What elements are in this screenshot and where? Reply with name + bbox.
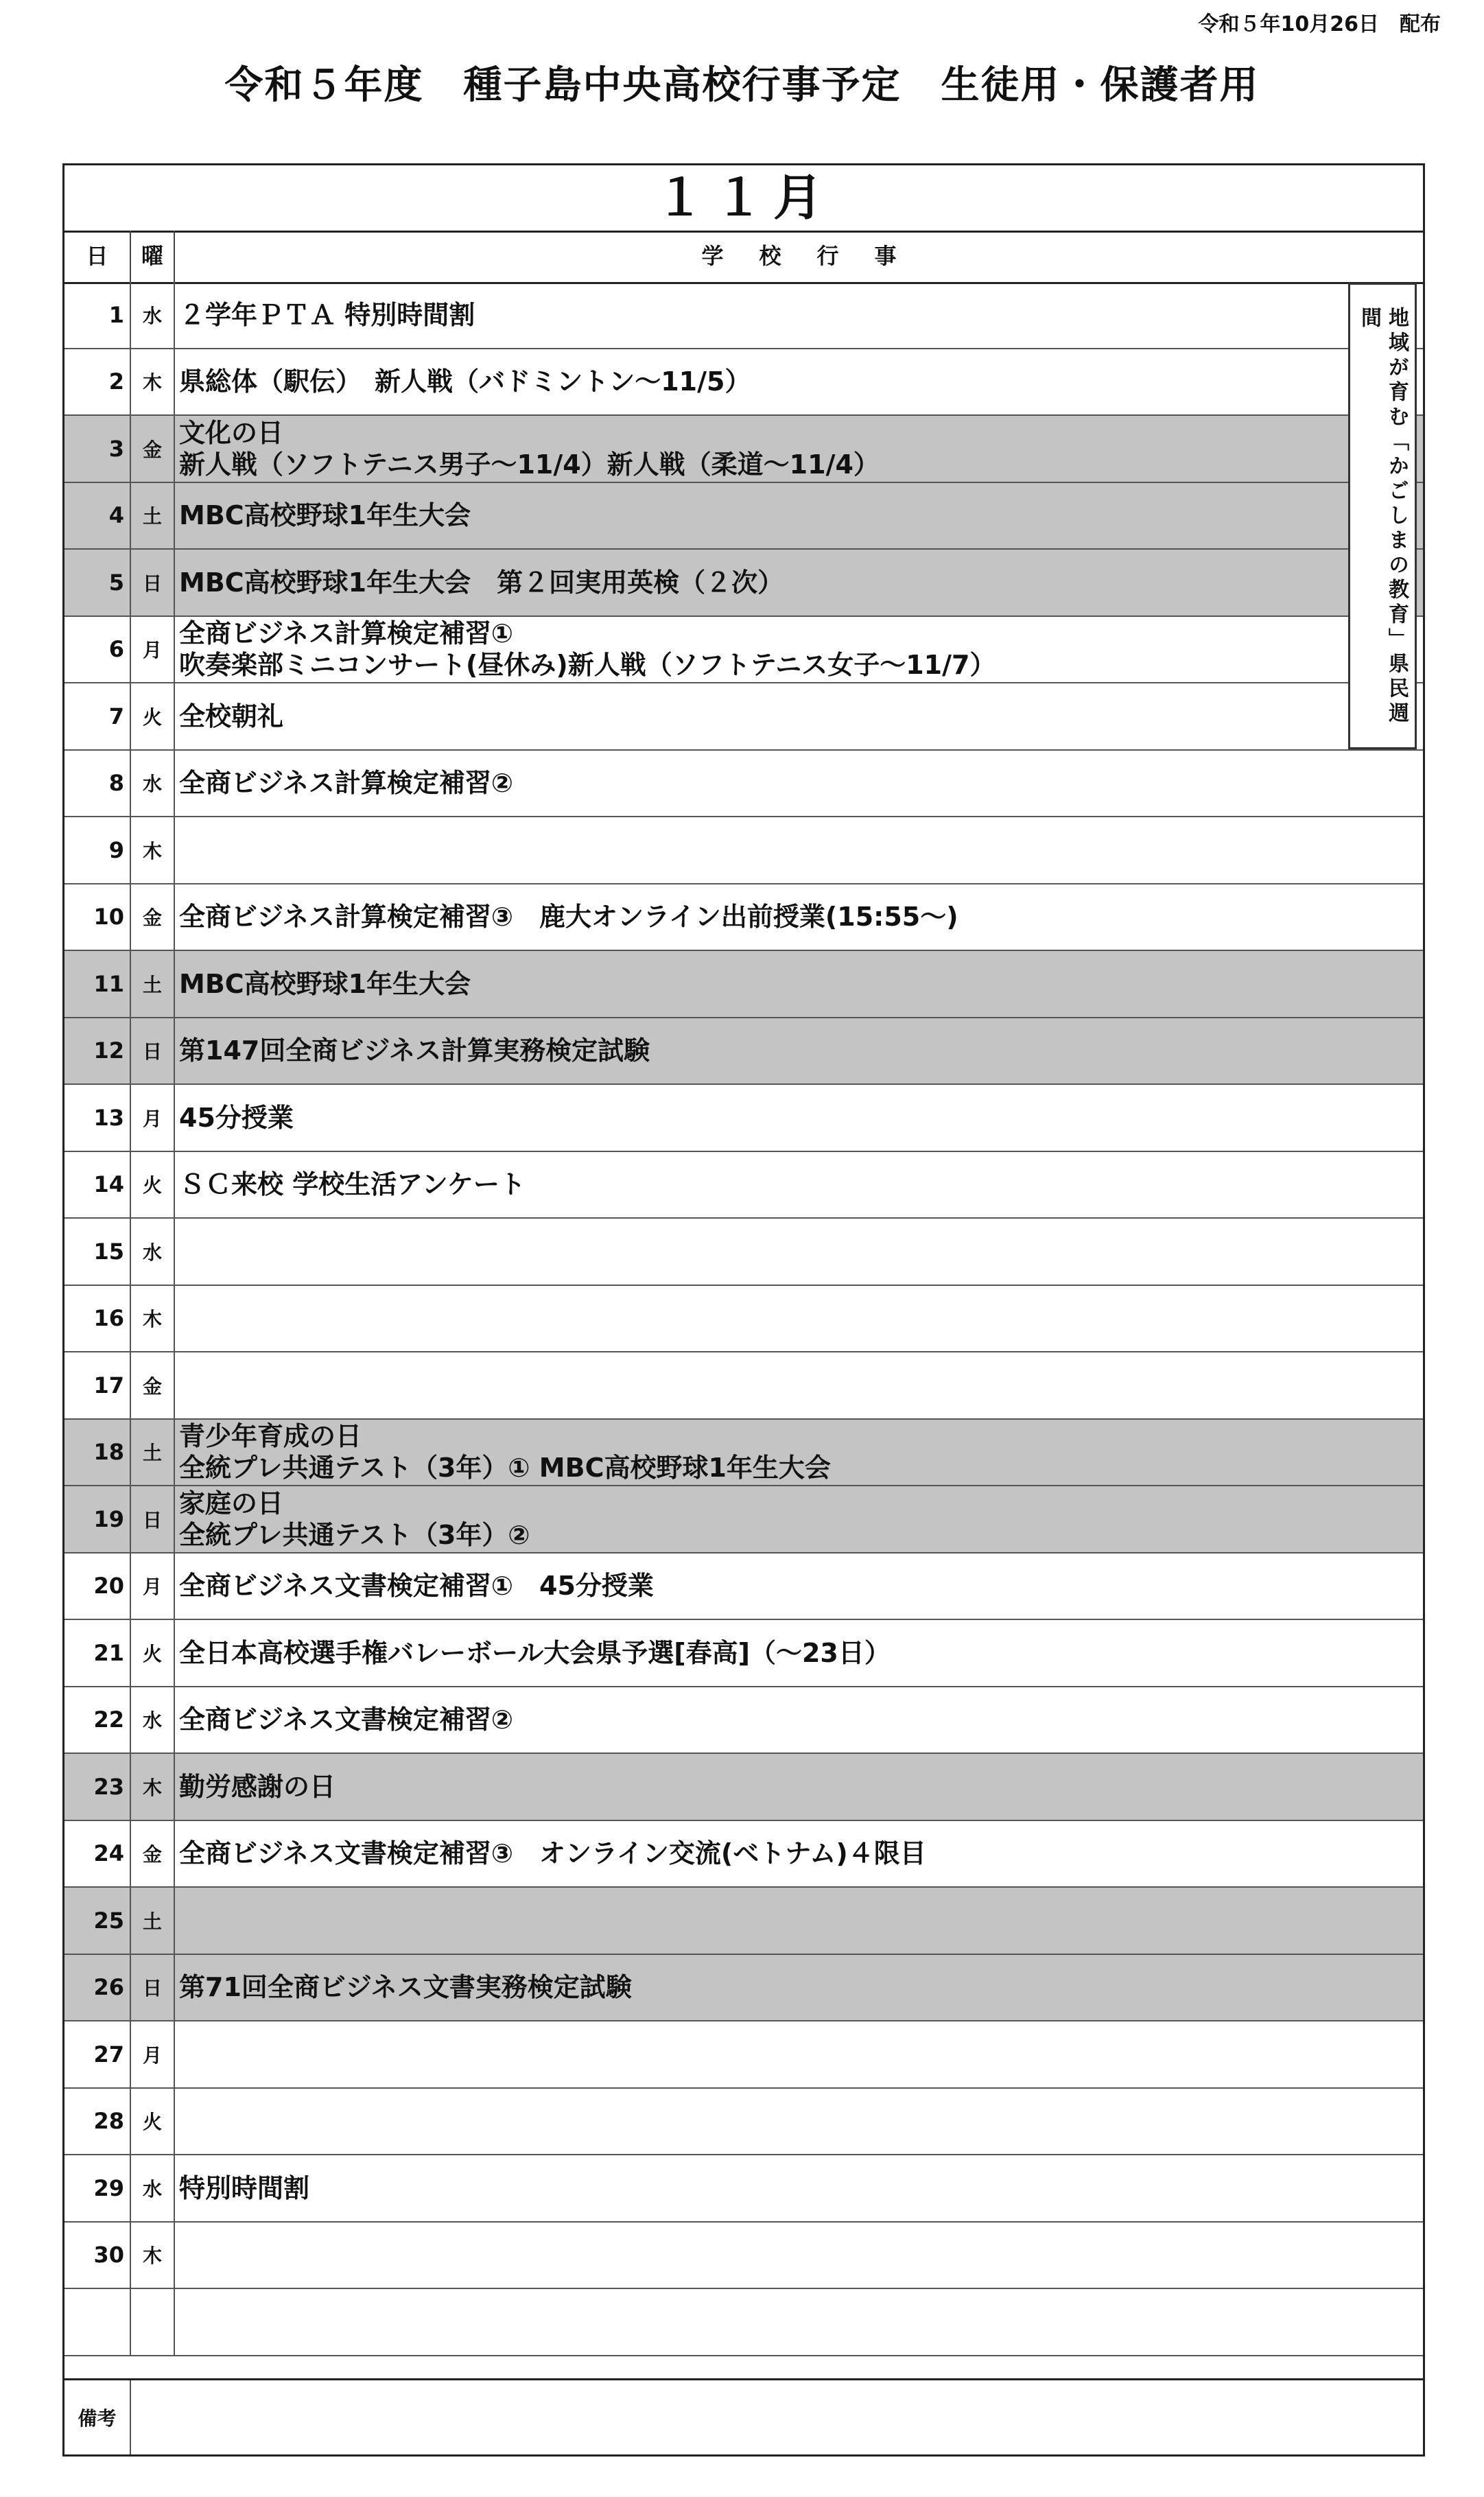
header-events: 学校行事 (701, 243, 932, 269)
table-row (64, 617, 1423, 684)
day-number: 24 (64, 1821, 131, 1887)
weekday: 金 (131, 416, 175, 482)
table-row (64, 751, 1423, 818)
weekday: 土 (131, 1420, 175, 1486)
table-row (64, 683, 1423, 751)
event-cell (175, 1085, 1423, 1151)
table-row (64, 951, 1423, 1018)
table-row (64, 1018, 1423, 1086)
event-line: 吹奏楽部ミニコンサート(昼休み)新人戦（ソフトテニス女子～11/7） (179, 650, 996, 681)
day-number: 13 (64, 1085, 131, 1151)
schedule-table (62, 163, 1425, 2457)
weekday: 木 (131, 817, 175, 883)
day-number: 20 (64, 1554, 131, 1619)
weekday (131, 2289, 175, 2355)
event-cell (175, 683, 1423, 749)
weekday: 土 (131, 951, 175, 1017)
table-row (64, 2089, 1423, 2156)
event-line: 青少年育成の日 (179, 1421, 362, 1452)
document-title: 令和５年度 種子島中央高校行事予定 生徒用・保護者用 (224, 63, 1260, 108)
weekday: 月 (131, 1554, 175, 1619)
event-line: 勤労感謝の日 (179, 1771, 336, 1802)
table-row (64, 1420, 1423, 1487)
header-day: 日 (64, 231, 131, 282)
event-cell (175, 1687, 1423, 1753)
day-number: 22 (64, 1687, 131, 1753)
weekday: 木 (131, 1286, 175, 1352)
event-cell (175, 416, 1423, 482)
schedule-rows (64, 282, 1423, 2356)
table-row (64, 1486, 1423, 1554)
weekday: 火 (131, 1620, 175, 1686)
table-row (64, 1821, 1423, 1888)
weekday: 水 (131, 282, 175, 348)
table-row (64, 1352, 1423, 1420)
table-row (64, 817, 1423, 884)
table-row (64, 1085, 1423, 1152)
day-number: 23 (64, 1754, 131, 1820)
event-line: 全商ビジネス文書検定補習③ オンライン交流(ベトナム)４限目 (179, 1838, 926, 1869)
weekday: 金 (131, 884, 175, 950)
event-cell (175, 951, 1423, 1017)
weekday: 土 (131, 1888, 175, 1954)
weekday: 金 (131, 1821, 175, 1887)
month-heading: １１月 (64, 165, 1423, 233)
event-cell (175, 2289, 1423, 2355)
event-cell (175, 2155, 1423, 2221)
table-row (64, 1286, 1423, 1353)
event-cell (175, 884, 1423, 950)
event-line: 全統プレ共通テスト（3年）① MBC高校野球1年生大会 (179, 1453, 831, 1484)
event-cell (175, 1888, 1423, 1954)
weekday: 日 (131, 1955, 175, 2021)
table-row (64, 2223, 1423, 2290)
weekday: 日 (131, 1018, 175, 1084)
day-number: 11 (64, 951, 131, 1017)
weekday: 月 (131, 1085, 175, 1151)
issue-date: 令和５年10月26日 配布 (1198, 12, 1441, 36)
weekday: 火 (131, 683, 175, 749)
table-row (64, 1687, 1423, 1755)
weekday: 木 (131, 349, 175, 415)
event-line: ＳＣ来校 学校生活アンケート (179, 1169, 526, 1200)
day-number: 26 (64, 1955, 131, 2021)
weekday: 火 (131, 1152, 175, 1218)
event-line: 文化の日 (179, 417, 284, 448)
event-cell (175, 1420, 1423, 1486)
event-cell (175, 1219, 1423, 1285)
weekday: 水 (131, 751, 175, 817)
event-cell (175, 1620, 1423, 1686)
day-number: 1 (64, 282, 131, 348)
table-row (64, 884, 1423, 952)
event-cell (175, 1821, 1423, 1887)
table-header (64, 231, 1423, 284)
prefecture-week-text: 地域が育む「かごしまの教育」県民週間 (1357, 307, 1409, 727)
weekday: 木 (131, 1754, 175, 1820)
day-number: 17 (64, 1352, 131, 1418)
weekday: 水 (131, 2155, 175, 2221)
table-row (64, 1554, 1423, 1621)
event-line: 第71回全商ビジネス文書実務検定試験 (179, 1972, 632, 2003)
event-cell (175, 483, 1423, 549)
table-row (64, 550, 1423, 617)
table-row (64, 2289, 1423, 2356)
event-cell (175, 1152, 1423, 1218)
weekday: 月 (131, 2021, 175, 2087)
day-number: 9 (64, 817, 131, 883)
header-weekday: 曜 (131, 231, 175, 282)
table-row (64, 282, 1423, 349)
event-cell (175, 617, 1423, 683)
weekday: 日 (131, 550, 175, 616)
day-number: 8 (64, 751, 131, 817)
event-line: 全統プレ共通テスト（3年）② (179, 1519, 530, 1550)
day-number: 30 (64, 2223, 131, 2288)
event-line: MBC高校野球1年生大会 (179, 500, 471, 531)
weekday: 水 (131, 1219, 175, 1285)
event-cell (175, 2021, 1423, 2087)
table-row (64, 483, 1423, 550)
day-number: 14 (64, 1152, 131, 1218)
day-number: 18 (64, 1420, 131, 1486)
event-cell (175, 550, 1423, 616)
event-line: 新人戦（ソフトテニス男子～11/4）新人戦（柔道～11/4） (179, 449, 880, 480)
event-line: 全商ビジネス文書検定補習① 45分授業 (179, 1571, 654, 1602)
table-row (64, 349, 1423, 417)
event-line: 全校朝礼 (179, 701, 284, 731)
event-line: 全商ビジネス計算検定補習② (179, 768, 514, 799)
remarks-row (64, 2378, 1423, 2454)
event-line: 第147回全商ビジネス計算実務検定試験 (179, 1035, 650, 1066)
event-cell (175, 817, 1423, 883)
table-row (64, 1888, 1423, 1955)
prefecture-week-note (1348, 283, 1417, 749)
event-cell (175, 349, 1423, 415)
table-row (64, 1219, 1423, 1286)
weekday: 金 (131, 1352, 175, 1418)
day-number: 12 (64, 1018, 131, 1084)
event-line: 全日本高校選手権バレーボール大会県予選[春高]（～23日） (179, 1637, 891, 1668)
day-number: 25 (64, 1888, 131, 1954)
weekday: 月 (131, 617, 175, 683)
remarks-label: 備考 (64, 2380, 131, 2454)
event-cell (175, 1286, 1423, 1352)
day-number: 3 (64, 416, 131, 482)
event-cell (175, 2089, 1423, 2155)
table-row (64, 1754, 1423, 1821)
event-line: 全商ビジネス計算検定補習① (179, 618, 514, 649)
event-line: MBC高校野球1年生大会 第２回実用英検（２次） (179, 567, 784, 598)
day-number: 15 (64, 1219, 131, 1285)
event-line: 45分授業 (179, 1102, 294, 1133)
event-line: 全商ビジネス文書検定補習② (179, 1704, 514, 1735)
event-line: 特別時間割 (179, 2172, 310, 2203)
event-cell (175, 282, 1423, 348)
weekday: 日 (131, 1486, 175, 1552)
table-row (64, 1955, 1423, 2022)
event-cell (175, 2223, 1423, 2288)
event-line: MBC高校野球1年生大会 (179, 968, 471, 999)
event-line: 県総体（駅伝） 新人戦（バドミントン～11/5） (179, 366, 751, 397)
table-row (64, 2021, 1423, 2089)
day-number: 5 (64, 550, 131, 616)
event-cell (175, 1754, 1423, 1820)
table-row (64, 1620, 1423, 1687)
table-row (64, 416, 1423, 483)
day-number: 27 (64, 2021, 131, 2087)
day-number: 2 (64, 349, 131, 415)
event-cell (175, 1955, 1423, 2021)
day-number: 4 (64, 483, 131, 549)
day-number: 6 (64, 617, 131, 683)
weekday: 水 (131, 1687, 175, 1753)
event-line: 全商ビジネス計算検定補習③ 鹿大オンライン出前授業(15:55～) (179, 902, 958, 933)
event-cell (175, 1486, 1423, 1552)
table-row (64, 2155, 1423, 2223)
event-cell (175, 1352, 1423, 1418)
event-cell (175, 1018, 1423, 1084)
weekday: 土 (131, 483, 175, 549)
day-number: 10 (64, 884, 131, 950)
day-number: 19 (64, 1486, 131, 1552)
day-number: 29 (64, 2155, 131, 2221)
day-number: 16 (64, 1286, 131, 1352)
event-line: ２学年ＰＴＡ 特別時間割 (179, 299, 475, 330)
event-line: 家庭の日 (179, 1488, 284, 1519)
event-cell (175, 751, 1423, 817)
day-number: 21 (64, 1620, 131, 1686)
day-number: 7 (64, 683, 131, 749)
table-row (64, 1152, 1423, 1219)
weekday: 木 (131, 2223, 175, 2288)
event-cell (175, 1554, 1423, 1619)
day-number: 28 (64, 2089, 131, 2155)
day-number (64, 2289, 131, 2355)
weekday: 火 (131, 2089, 175, 2155)
